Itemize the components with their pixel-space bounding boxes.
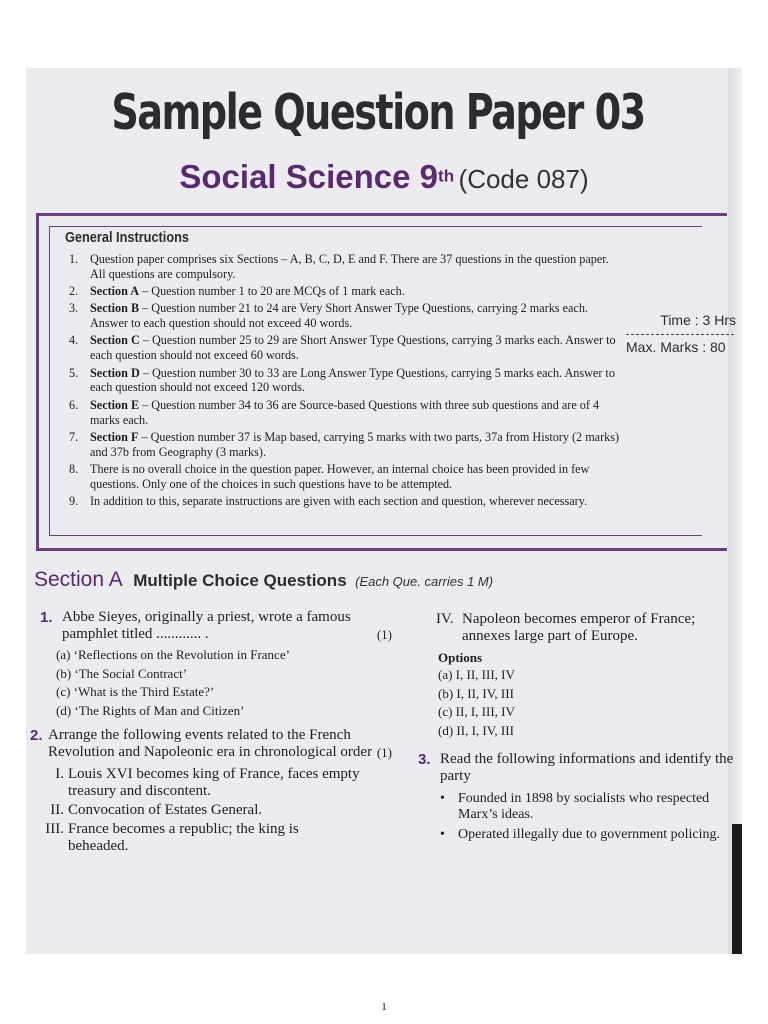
event-item xyxy=(38,821,360,855)
question-2-events xyxy=(30,766,360,855)
general-instructions-box xyxy=(36,213,727,551)
page-number: 1 xyxy=(381,1001,387,1013)
instruction-number: 6. xyxy=(69,397,79,412)
instruction-section: Section D xyxy=(90,365,140,380)
instruction-text: – Question number 37 is Map based, carrying 5 marks with two parts, 37a from History (2 marks) and 37b from Geography (3 marks). xyxy=(90,429,620,459)
instruction-text: – Question number 34 to 36 are Source-based Questions with three sub questions and are of 4 marks each. xyxy=(90,397,600,427)
question-2-options xyxy=(406,666,718,740)
options-label: Options xyxy=(438,650,483,665)
instruction-section: Section C xyxy=(90,333,140,348)
question-number: 1. xyxy=(40,609,53,626)
event-numeral: II. xyxy=(50,802,64,818)
event-item xyxy=(406,611,718,645)
photo-background-corner xyxy=(732,824,742,954)
instruction-text: In addition to this, separate instructions are given with each section and question, wherever necessary. xyxy=(90,493,588,508)
instruction-item xyxy=(65,430,625,460)
question-1-stem xyxy=(40,609,392,643)
paper-subtitle xyxy=(26,158,742,196)
subject-name: Social Science 9 xyxy=(179,158,439,195)
question-1 xyxy=(40,609,392,720)
question-1-options xyxy=(40,646,392,720)
instruction-item xyxy=(65,366,625,396)
instruction-number: 7. xyxy=(69,429,79,444)
instruction-text: – Question number 21 to 24 are Very Short Answer Type Questions, carrying 2 marks each. Answer to each question should not exceed 40 words. xyxy=(90,301,588,331)
question-number: 3. xyxy=(418,751,431,768)
instruction-item xyxy=(65,333,625,363)
instruction-text: There is no overall choice in the question paper. However, an internal choice has been provided in few questions. Only one of the choices in such questions have to be attempted. xyxy=(90,461,590,491)
question-3-stem xyxy=(418,751,738,785)
instruction-section: Section E xyxy=(90,397,140,412)
option-c: (c) II, I, III, IV xyxy=(438,704,515,719)
dashed-divider xyxy=(626,334,734,335)
event-numeral: III. xyxy=(45,821,64,837)
event-numeral: I. xyxy=(55,766,64,782)
question-3 xyxy=(418,751,738,843)
instruction-number: 9. xyxy=(69,493,79,508)
instruction-text: – Question number 1 to 20 are MCQs of 1 mark each. xyxy=(139,284,405,299)
event-item xyxy=(38,766,360,800)
instruction-number: 8. xyxy=(69,461,79,476)
instruction-section: Section A xyxy=(90,284,140,299)
instruction-text: Question paper comprises six Sections – A, B, C, D, E and F. There are 37 questions in the question paper. All questions are compulsory. xyxy=(90,252,609,281)
event-text: France becomes a republic; the king is beheaded. xyxy=(68,821,299,854)
question-2 xyxy=(30,727,392,855)
option-c: (c) ‘What is the Third Estate?’ xyxy=(56,684,215,699)
subject-code: (Code 087) xyxy=(458,164,589,194)
paper-title: Sample Question Paper 03 xyxy=(111,84,645,141)
bullet-item: • Operated illegally due to government policing. xyxy=(436,827,738,843)
time-marks-block xyxy=(626,312,742,355)
instruction-number: 5. xyxy=(69,365,79,380)
event-item xyxy=(38,802,360,819)
question-text: Abbe Sieyes, originally a priest, wrote a famous pamphlet titled ............ . xyxy=(62,609,351,642)
option-d: (d) ‘The Rights of Man and Citizen’ xyxy=(56,702,245,718)
instructions-list xyxy=(65,252,625,511)
section-a-heading xyxy=(34,568,493,592)
instruction-text: – Question number 30 to 33 are Long Answer Type Questions, carrying 5 marks each. Answer to each question should not exceed 120 words. xyxy=(90,365,615,395)
option-a: (a) ‘Reflections on the Revolution in France’ xyxy=(56,647,290,662)
question-2-stem xyxy=(30,727,392,761)
question-marks: (1) xyxy=(376,627,392,642)
instruction-item xyxy=(65,301,625,331)
bullet-item: • Founded in 1898 by socialists who respected Marx’s ideas. xyxy=(436,791,738,823)
instruction-section: Section F xyxy=(90,429,139,444)
question-number: 2. xyxy=(30,727,43,744)
question-marks: (1) xyxy=(376,745,392,760)
question-text: Arrange the following events related to the French Revolution and Napoleonic era in chronological order xyxy=(48,727,373,760)
instruction-item xyxy=(65,398,625,428)
section-note: (Each Que. carries 1 M) xyxy=(355,574,494,589)
instructions-heading: General Instructions xyxy=(65,229,189,246)
option-b: (b) ‘The Social Contract’ xyxy=(56,665,188,681)
instruction-text: – Question number 25 to 29 are Short Answer Type Questions, carrying 3 marks each. Answer to each question should not exceed 60 words. xyxy=(90,333,616,363)
question-3-bullets xyxy=(418,791,738,843)
max-marks: Max. Marks : 80 xyxy=(626,339,726,355)
section-title: Multiple Choice Questions xyxy=(133,571,347,590)
instruction-number: 4. xyxy=(69,333,79,348)
instruction-item xyxy=(65,494,625,509)
instruction-number: 1. xyxy=(69,252,79,266)
question-text: Read the following informations and identify the party xyxy=(440,751,734,784)
time-allowed: Time : 3 Hrs xyxy=(660,312,736,328)
instruction-number: 3. xyxy=(69,301,79,316)
instruction-item xyxy=(65,284,625,299)
instruction-number: 2. xyxy=(69,284,79,299)
option-b: (b) I, II, IV, III xyxy=(438,685,514,701)
section-label: Section A xyxy=(34,568,123,591)
event-numeral: IV. xyxy=(436,611,454,627)
instruction-item xyxy=(65,252,625,282)
option-d: (d) II, I, IV, III xyxy=(438,722,514,738)
option-a: (a) I, II, III, IV xyxy=(438,667,515,682)
event-text: Convocation of Estates General. xyxy=(68,802,263,818)
question-2-continued xyxy=(406,611,718,740)
paper-photo xyxy=(26,68,742,954)
event-text: Louis XVI becomes king of France, faces empty treasury and discontent. xyxy=(68,766,360,799)
instruction-item xyxy=(65,462,625,492)
subject-superscript: th xyxy=(438,166,455,186)
event-text: Napoleon becomes emperor of France; annexes large part of Europe. xyxy=(462,611,696,644)
instruction-section: Section B xyxy=(90,301,140,316)
